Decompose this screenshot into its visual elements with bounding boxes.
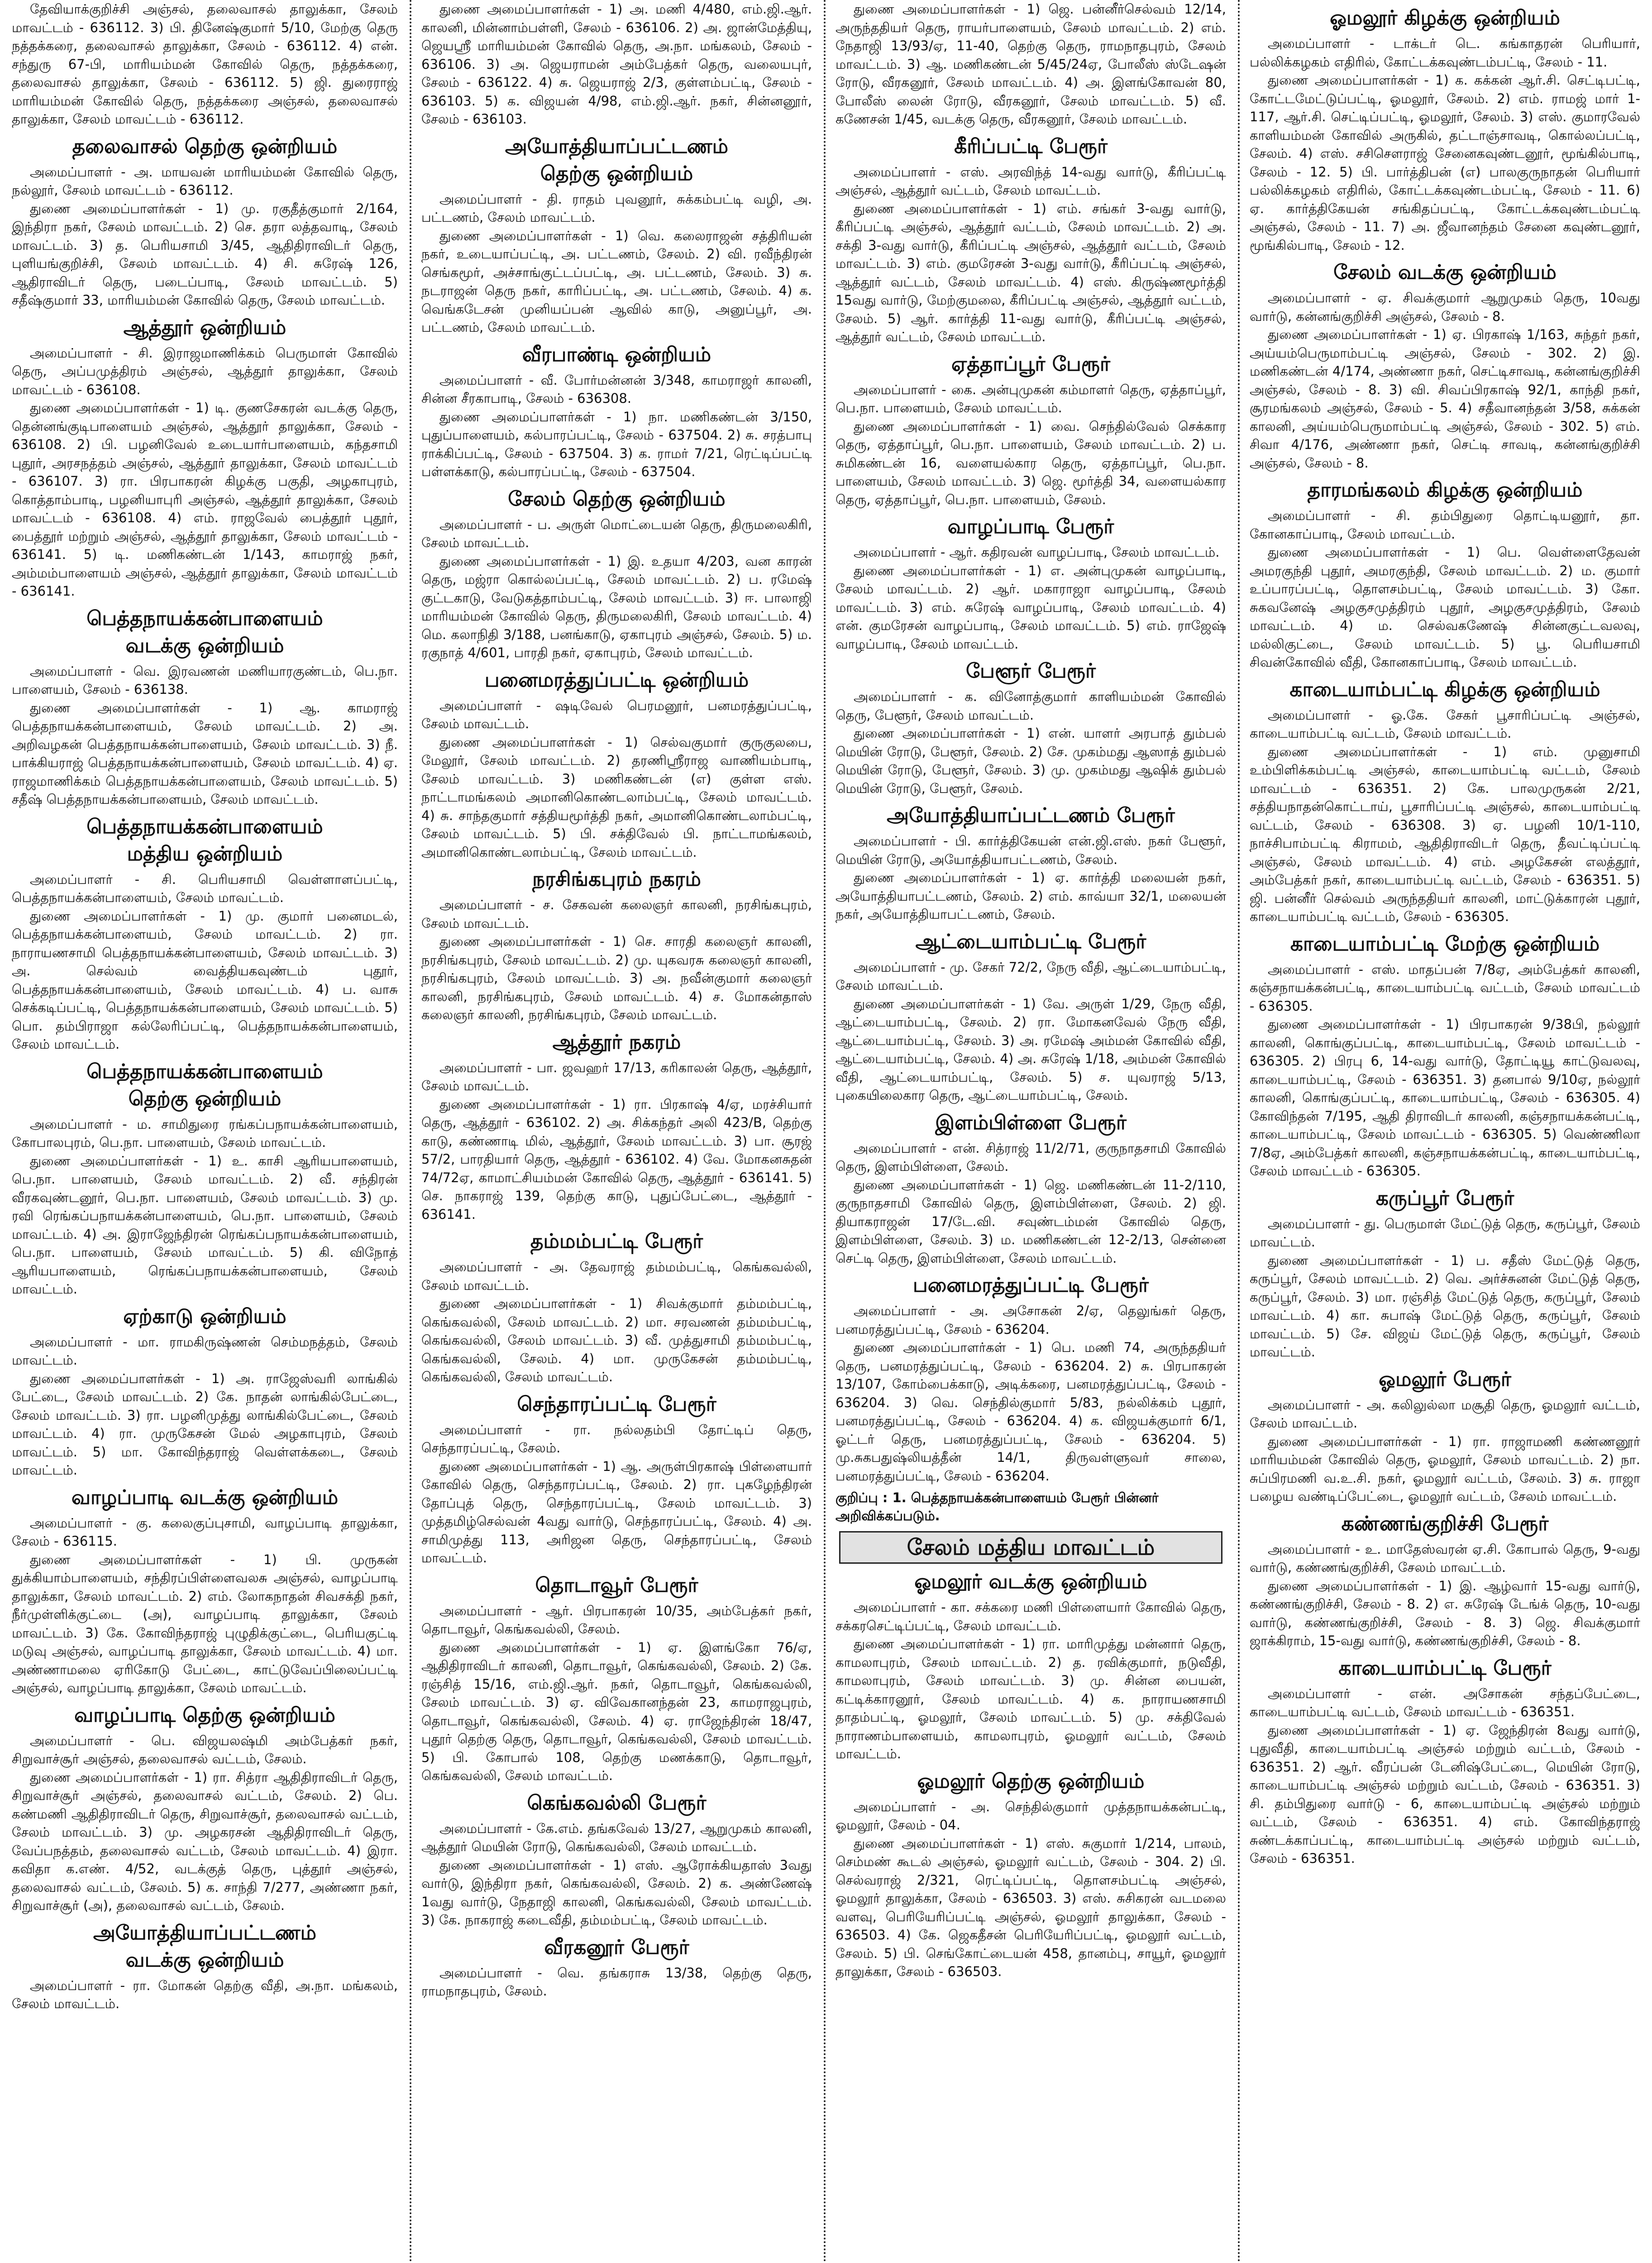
section	[12, 1919, 398, 2013]
section-heading	[12, 314, 398, 341]
entry-paragraph: துணை அமைப்பாளர்கள் - 1) இ. உதயா 4/203, வன காரன் தெரு, மஜ்ரா கொல்லப்பட்டி, சேலம் மாவட்டம். 2) ப. ரமேஷ் குட்டகாடு, வேடுகத்தாம்பட்டி, சேலம் மாவட்டம். 3) ஈ. பாலாஜி மாரியம்மன் கோவில் தெரு, திருமலைகிரி, சேலம் மாவட்டம். 4) மெ. கலாநிதி 3/188, பனங்காடு, ஏகாபுரம் அஞ்சல், சேலம். 5) ம. ரகுநாத் 4/601, பாரதி நகர், ஏகாபுரம், சேலம் மாவட்டம்.	[421, 553, 812, 660]
entry-paragraph: துணை அமைப்பாளர்கள் - 1) ஏ. இளங்கோ 76/ஏ, ஆதிதிராவிடர் காலனி, தொடாவூர், கெங்கவல்லி, சேலம். 2) கே. ரஞ்சித் 15/16, எம்.ஜி.ஆர். நகர், தொடாவூர், கெங்கவல்லி, சேலம் மாவட்டம். 3) ஏ. விவேகானந்தன் 23, காமராஜபுரம், தொடாவூர், கெங்கவல்லி, சேலம். 4) ஏ. ராஜேந்திரன் 18/47, புதூர் தெற்கு தெரு, தொடாவூர், கெங்கவல்லி, சேலம் மாவட்டம். 5) பி. கோபால் 108, தெற்கு மணக்காடு, தொடாவூர், கெங்கவல்லி, சேலம் மாவட்டம்.	[421, 1639, 812, 1783]
entry-paragraph: துணை அமைப்பாளர்கள் - 1) அ. ராஜேஸ்வரி லாங்கில் பேட்டை, சேலம் மாவட்டம். 2) கே. நாதன் லாங்கில்பேட்டை, சேலம் மாவட்டம். 3) ரா. பழனிமுத்து லாங்கில்பேட்டை, சேலம் மாவட்டம். 4) ரா. முருகேசன் மேல் அழகாபுரம், சேலம் மாவட்டம். 5) மா. கோவிந்தராஜ் வெள்ளக்கடை, சேலம் மாவட்டம்.	[12, 1370, 398, 1478]
section	[12, 314, 398, 601]
section-heading	[12, 1919, 398, 1974]
entry-paragraph: துணை அமைப்பாளர்கள் - 1) நா. மணிகண்டன் 3/150, புதுப்பாளையம், கல்பாரப்பட்டி, சேலம் - 637504. 2) சு. சரத்பாபு ராக்கிப்பட்டி, சேலம் - 637504. 3) க. ராமர் 7/21, ரெட்டிப்பட்டி பள்ளக்காடு, கல்பாரப்பட்டி, சேலம் - 637504.	[421, 409, 812, 479]
entry-paragraph: துணை அமைப்பாளர்கள் - 1) செல்வகுமார் குருகுலபை, மேலூர், சேலம் மாவட்டம். 2) தரணிஸ்ரீராஜ வாணியம்பாடி, சேலம் மாவட்டம். 3) மணிகண்டன் (எ) குள்ள எஸ். நாட்டாமங்கலம் அமானிகொண்டலாம்பட்டி, சேலம் மாவட்டம். 4) சு. சாந்தகுமார் சத்தியமூர்த்தி நகர், அமானிகொண்டலாம்பட்டி, சேலம் மாவட்டம். 5) பி. சக்திவேல் பி. நாட்டாமங்கலம், அமானிகொண்டலாம்பட்டி, சேலம் மாவட்டம்.	[421, 734, 812, 860]
heading-line: பேளூர் பேரூர்	[965, 659, 1096, 683]
heading-line: காடையாம்பட்டி பேரூர்	[1338, 1656, 1552, 1680]
entry-paragraph: துணை அமைப்பாளர்கள் - 1) ஜெ. பன்னீர்செல்வம் 12/14, அருந்ததியர் தெரு, ராயர்பாளையம், சேலம் மாவட்டம். 2) எம். நேதாஜி 13/93/ஏ, 11-40, தெற்கு தெரு, ராமநாதபுரம், சேலம் மாவட்டம். 3) ஆ. மணிகண்டன் 5/45/24ஏ, போலீஸ் ஸ்டேஷன் ரோடு, வீரகனூர், சேலம் மாவட்டம். 4) அ. இளங்கோவன் 80, போலீஸ் லைன் ரோடு, வீரகனூர், சேலம் மாவட்டம். 5) வீ. கணேசன் 1/45, வடக்கு தெரு, வீரகனூர், சேலம் மாவட்டம்.	[836, 1, 1226, 127]
section	[421, 667, 812, 862]
entry-paragraph: அமைப்பாளர் - அ. அசோகன் 2/ஏ, தெலுங்கர் தெரு, பனமரத்துப்பட்டி, சேலம் - 636204.	[836, 1303, 1226, 1337]
entry-paragraph: துணை அமைப்பாளர்கள் - 1) ஏ. பிரகாஷ் 1/163, சுந்தர் நகர், அய்யம்பெருமாம்பட்டி அஞ்சல், சேலம் - 302. 2) இ. மணிகண்டன் 4/174, அண்ணா நகர், செட்டிசாவடி, கன்னங்குறிச்சி அஞ்சல், சேலம் - 8. 3) வி. சிவப்பிரகாஷ் 92/1, காந்தி நகர், சூரமங்கலம் அஞ்சல், சேலம் - 5. 4) சதீவானந்தன் 3/58, சுக்கன் காலனி, அய்யம்பெருமாம்பட்டி அஞ்சல், சேலம் - 302. 5) எம். சிவா 4/176, அண்ணா நகர், செட்டி சாவடி, கன்னங்குறிச்சி அஞ்சல், சேலம் - 8.	[1250, 327, 1640, 471]
section-heading	[1250, 1185, 1640, 1212]
section-heading	[1250, 259, 1640, 286]
entry-paragraph: துணை அமைப்பாளர்கள் - 1) எம். சங்கர் 3-வது வார்டு, கீரிப்பட்டி அஞ்சல், ஆத்தூர் வட்டம், சேலம் மாவட்டம். 2) அ. சக்தி 3-வது வார்டு, கீரிப்பட்டி அஞ்சல், ஆத்தூர் வட்டம், சேலம் மாவட்டம். 3) எம். குமரேசன் 3-வது வார்டு, கீரிப்பட்டி அஞ்சல், ஆத்தூர் வட்டம், சேலம் மாவட்டம். 4) எஸ். கிருஷ்ணமூர்த்தி 15வது வார்டு, மேற்குமலை, கீரிப்பட்டி அஞ்சல், ஆத்தூர் வட்டம், சேலம். 5) ஆர். கார்த்தி 11-வது வார்டு, கீரிப்பட்டி அஞ்சல், ஆத்தூர் வட்டம், சேலம் மாவட்டம்.	[836, 201, 1226, 344]
heading-line: மத்திய ஒன்றியம்	[127, 842, 283, 865]
entry-paragraph: அமைப்பாளர் - அ. தேவராஜ் தம்மம்பட்டி, கெங்கவல்லி, சேலம் மாவட்டம்.	[421, 1259, 812, 1293]
entry-paragraph: அமைப்பாளர் - சி. பெரியசாமி வெள்ளாளப்பட்டி, பெத்தநாயக்கன்பாளையம், சேலம் மாவட்டம்.	[12, 871, 398, 905]
section	[836, 658, 1226, 797]
section-heading	[421, 1228, 812, 1255]
section-heading	[1250, 1366, 1640, 1393]
heading-line: ஏத்தாப்பூர் பேரூர்	[951, 352, 1111, 376]
heading-line: சேலம் வடக்கு ஒன்றியம்	[1333, 261, 1557, 284]
entry-paragraph: அமைப்பாளர் - ஏ. சிவக்குமார் ஆறுமுகம் தெரு, 10வது வார்டு, கன்னங்குறிச்சி அஞ்சல், சேலம் - 8.	[1250, 290, 1640, 324]
entry-paragraph: துணை அமைப்பாளர்கள் - 1) ஜெ. மணிகண்டன் 11-2/110, குருநாதசாமி கோவில் தெரு, இளம்பிள்ளை, சேலம். 2) ஜி. தியாகராஜன் 17/டே.வி. சவுண்டம்மன் கோவில் தெரு, இளம்பிள்ளை, சேலம். 3) ம. மணிகண்டன் 12-2/13, சென்னை செட்டி தெரு, இளம்பிள்ளை, சேலம் மாவட்டம்.	[836, 1177, 1226, 1266]
column-divider	[1238, 0, 1240, 2263]
heading-line: தாரமங்கலம் கிழக்கு ஒன்றியம்	[1307, 478, 1583, 501]
section-heading	[12, 1702, 398, 1729]
entry-paragraph: துணை அமைப்பாளர்கள் - 1) பெ. வெள்ளைதேவன் அமரகுந்தி புதூர், அமரகுந்தி, சேலம் மாவட்டம். 2) ம. குமார் உப்பாரப்பட்டி, தொளசம்பட்டி, சேலம் மாவட்டம். 3) கோ. சுகவனேஷ் அழகுசமுத்திரம் புதூர், அழகுசமுத்திரம், சேலம் மாவட்டம். 4) ம. செல்வகணேஷ் சின்னகுட்டவலவு, மல்லிகுட்டை, சேலம் மாவட்டம். 5) பூ. பெரியசாமி சிவன்கோவில் வீதி, கோனகாப்பாடி, சேலம் மாவட்டம்.	[1250, 544, 1640, 670]
section	[1250, 1366, 1640, 1506]
entry-paragraph: அமைப்பாளர் - வெ. தங்கராசு 13/38, தெற்கு தெரு, ராமநாதபுரம், சேலம்.	[421, 1965, 812, 1999]
heading-line: ஓமலூர் கிழக்கு ஒன்றியம்	[1330, 6, 1560, 29]
entry-paragraph: துணை அமைப்பாளர்கள் - 1) சிவக்குமார் தம்மம்பட்டி, கெங்கவல்லி, சேலம் மாவட்டம். 2) மா. சரவணன் தம்மம்பட்டி, கெங்கவல்லி, சேலம் மாவட்டம். 3) வீ. முத்துசாமி தம்மம்பட்டி, கெங்கவல்லி, சேலம். 4) மா. முருகேசன் தம்மம்பட்டி, கெங்கவல்லி, சேலம் மாவட்டம்.	[421, 1296, 812, 1385]
section	[1250, 1185, 1640, 1361]
section	[836, 0, 1226, 129]
heading-line: காடையாம்பட்டி கிழக்கு ஒன்றியம்	[1289, 678, 1600, 701]
section-heading	[836, 928, 1226, 955]
section-heading	[1250, 1655, 1640, 1682]
heading-line: அயோத்தியாப்பட்டணம் பேரூர்	[887, 804, 1175, 827]
section-heading	[12, 1303, 398, 1330]
section-heading	[836, 658, 1226, 685]
entry-paragraph: துணை அமைப்பாளர்கள் - 1) ரா. சித்ரா ஆதிதிராவிடர் தெரு, சிறுவாச்சூர் அஞ்சல், தலைவாசல் வட்டம், சேலம். 2) பெ. கண்மணி ஆதிதிராவிடர் தெரு, சிறுவாச்சூர், தலைவாசல் வட்டம், சேலம் மாவட்டம். 3) மு. அழகரசன் ஆதிதிராவிடர் தெரு, வேப்பநத்தம், தலைவாசல் வட்டம், சேலம் மாவட்டம். 4) இரா. கவிதா க.எண். 4/52, வடக்குத் தெரு, புத்தூர் அஞ்சல், தலைவாசல் வட்டம், சேலம். 5) க. சாந்தி 7/277, அண்ணா நகர், சிறுவாச்சூர் (அ), தலைவாசல் வட்டம், சேலம்.	[12, 1769, 398, 1913]
section	[421, 1934, 812, 2000]
section-heading	[421, 1934, 812, 1961]
section	[12, 1303, 398, 1480]
section	[836, 928, 1226, 1105]
heading-line: கெங்கவல்லி பேரூர்	[527, 1791, 707, 1814]
heading-line: ஆத்தூர் ஒன்றியம்	[123, 315, 286, 339]
section-heading	[836, 133, 1226, 160]
section	[836, 351, 1226, 509]
heading-line: ஆட்டையாம்பட்டி பேரூர்	[915, 930, 1146, 953]
section	[12, 1484, 398, 1697]
heading-line: வீரபாண்டி ஒன்றியம்	[522, 343, 711, 366]
section	[1250, 676, 1640, 926]
column-divider	[824, 0, 826, 2263]
heading-line: பெத்தநாயக்கன்பாளையம்	[86, 1060, 323, 1083]
entry-paragraph: அமைப்பாளர் - ஷடிவேல் பெரமனூர், பனமரத்துப்பட்டி, சேலம் மாவட்டம்.	[421, 697, 812, 731]
heading-line: தம்மம்பட்டி பேரூர்	[530, 1230, 703, 1253]
section	[421, 133, 812, 337]
heading-line: நரசிங்கபுரம் நகரம்	[532, 868, 701, 891]
section	[12, 813, 398, 1054]
entry-paragraph: அமைப்பாளர் - ரா. நல்லதம்பி தோட்டிப் தெரு, செந்தாரப்பட்டி, சேலம்.	[421, 1422, 812, 1456]
section-heading	[836, 513, 1226, 540]
heading-line: கீரிப்பட்டி பேரூர்	[954, 134, 1108, 158]
heading-line: வாழப்பாடி தெற்கு ஒன்றியம்	[74, 1703, 335, 1727]
entry-paragraph: அமைப்பாளர் - கே.எம். தங்கவேல் 13/27, ஆறுமுகம் காலனி, ஆத்தூர் மெயின் ரோடு, கெங்கவல்லி, சேலம் மாவட்டம்.	[421, 1820, 812, 1854]
section-heading	[836, 351, 1226, 378]
section-heading	[1250, 1510, 1640, 1537]
section-heading	[421, 486, 812, 513]
heading-line: அயோத்தியாப்பட்டணம்	[505, 134, 729, 158]
entry-paragraph: துணை அமைப்பாளர்கள் - 1) எஸ். சுகுமார் 1/214, பாலம், செம்மண் கூடல் அஞ்சல், ஓமலூர் வட்டம், சேலம் - 304. 2) பி. செல்வராஜ் 2/321, ரெட்டிப்பட்டி, தொளசம்பட்டி அஞ்சல், ஓமலூர் தாலுக்கா, சேலம் - 636503. 3) எஸ். சுசிகரன் வடமலை வளவு, பெரியேரிப்பட்டி அஞ்சல், ஓமலூர் தாலுக்கா, சேலம் - 636503. 4) கே. ஜெகதீசன் பெரியேரிப்பட்டி, ஓமலூர் வட்டம், சேலம். 5) பி. செங்கோட்டையன் 458, தானம்பு, சாயூர், ஓமலூர் தாலுக்கா, சேலம் - 636503.	[836, 1835, 1226, 1979]
entry-paragraph: துணை அமைப்பாளர்கள் - 1) ஏ. கார்த்தி மலையன் நகர், அயோத்தியாபட்டணம், சேலம். 2) எம். காவ்யா 32/1, மலையன் நகர், அயோத்தியாபட்டணம், சேலம்.	[836, 870, 1226, 922]
entry-paragraph: அமைப்பாளர் - க. வினோத்குமார் காளியம்மன் கோவில் தெரு, பேளூர், சேலம் மாவட்டம்.	[836, 689, 1226, 723]
entry-paragraph: துணை அமைப்பாளர்கள் - 1) பி. முருகன் துக்கியாம்பாளையம், சந்திரப்பிள்ளைவலசு அஞ்சல், வாழப்பாடி தாலுக்கா, சேலம் மாவட்டம். 2) எம். லோகநாதன் சிவசக்தி நகர், நீர்முள்ளிக்குட்டை (அ), வாழப்பாடி தாலுக்கா, சேலம் மாவட்டம். 3) கே. கோவிந்தராஜ் புழுதிக்குட்டை, பெரியகுட்டி மடுவு அஞ்சல், வாழப்பாடி தாலுக்கா, சேலம் மாவட்டம். 4) மா. அண்ணாமலை ஏரிகோடு பேட்டை, காட்டுவேப்பிலைப்பட்டி அஞ்சல், வாழப்பாடி தாலுக்கா, சேலம் மாவட்டம்.	[12, 1552, 398, 1695]
entry-paragraph: துணை அமைப்பாளர்கள் - 1) வே. அருள் 1/29, நேரு வீதி, ஆட்டையாம்பட்டி, சேலம். 2) ரா. மோகனவேல் நேரு வீதி, ஆட்டையாம்பட்டி, சேலம். 3) அ. ரமேஷ் அம்மன் கோவில் வீதி, ஆட்டையாம்பட்டி, சேலம். 4) அ. சுரேஷ் 1/18, அம்மன் கோவில் வீதி, ஆட்டையாம்பட்டி, சேலம். 5) ச. யுவராஜ் 5/13, புகையிலைகார தெரு, ஆட்டையாம்பட்டி, சேலம்.	[836, 996, 1226, 1103]
section	[421, 1572, 812, 1785]
entry-paragraph: அமைப்பாளர் - பா. ஜவஹர் 17/13, கரிகாலன் தெரு, ஆத்தூர், சேலம் மாவட்டம்.	[421, 1060, 812, 1093]
entry-paragraph: அமைப்பாளர் - அ. கலிலுல்லா மசூதி தெரு, ஓமலூர் வட்டம், சேலம் மாவட்டம்.	[1250, 1397, 1640, 1431]
entry-paragraph: துணை அமைப்பாளர்கள் - 1) எ. அன்புமுகன் வாழப்பாடி, சேலம் மாவட்டம். 2) ஆர். மகாராஜா வாழப்பாடி, சேலம் மாவட்டம். 3) எம். சுரேஷ் வாழப்பாடி, சேலம் மாவட்டம். 4) என். குமரேசன் வாழப்பாடி, சேலம் மாவட்டம். 5) எம். ராஜேஷ் வாழப்பாடி, சேலம் மாவட்டம்.	[836, 563, 1226, 652]
section	[12, 0, 398, 129]
heading-line: கருப்பூர் பேரூர்	[1375, 1186, 1514, 1210]
section-heading	[12, 813, 398, 868]
entry-paragraph: அமைப்பாளர் - டாக்டர் டெ. கங்காதரன் பெரியார், பல்லிக்கழகம் எதிரில், கோட்டக்கவுண்டம்பட்டி, சேலம் - 11.	[1250, 36, 1640, 70]
section	[1250, 1510, 1640, 1650]
section-heading	[421, 1391, 812, 1418]
section-heading	[1250, 477, 1640, 504]
heading-line: பெத்தநாயக்கன்பாளையம்	[86, 815, 323, 838]
section-heading	[836, 802, 1226, 829]
section	[1250, 5, 1640, 254]
entry-paragraph: துணை அமைப்பாளர்கள் - 1) ஏ. ஜேந்திரன் 8வது வார்டு, புதுவீதி, காடையாம்பட்டி அஞ்சல் மற்றும் வட்டம், சேலம் - 636351. 2) ஆர். வீரப்பன் டேனிஷ்பேட்டை, மெயின் ரோடு, காடையாம்பட்டி அஞ்சல் மற்றும் வட்டம், சேலம் - 636351. 3) சி. தம்பிதுரை வார்டு - 6, காடையாம்பட்டி அஞ்சல் மற்றும் வட்டம், சேலம் - 636351. 4) எம். கோவிந்தராஜ் சுண்டக்காப்பட்டி, காடையாம்பட்டி அஞ்சல் மற்றும் வட்டம், சேலம் - 636351.	[1250, 1722, 1640, 1866]
entry-paragraph: துணை அமைப்பாளர்கள் - 1) வை. செந்தில்வேல் செக்கார தெரு, ஏத்தாப்பூர், பெ.நா. பாளையம், சேலம் மாவட்டம். 2) ப. சுமிகண்டன் 16, வளையல்கார தெரு, ஏத்தாப்பூர், பெ.நா. பாளையம், சேலம் மாவட்டம். 3) ஜெ. மூர்த்தி 34, வளையல்கார தெரு, ஏத்தாப்பூர், பெ.நா. பாளையம், சேலம்.	[836, 418, 1226, 507]
entry-paragraph: துணை அமைப்பாளர்கள் - 1) ரா. மாரிமுத்து மன்னார் தெரு, காமலாபுரம், சேலம் மாவட்டம். 2) த. ரவிக்குமார், நடுவீதி, காமலாபுரம், சேலம் மாவட்டம். 3) மு. சின்ன பையன், கட்டிக்காரனூர், சேலம் மாவட்டம். 4) க. நாராயணசாமி தாதம்பட்டி, ஓமலூர், சேலம் மாவட்டம். 5) மு. சக்திவேல் நாராணம்பாளையம், காமலாபுரம், ஓமலூர் வட்டம், சேலம் மாவட்டம்.	[836, 1636, 1226, 1762]
section-heading	[421, 866, 812, 893]
entry-paragraph: அமைப்பாளர் - வீ. போர்மன்னன் 3/348, காமராஜர் காலனி, சின்ன சீரகாபாடி, சேலம் - 636308.	[421, 372, 812, 406]
entry-paragraph: துணை அமைப்பாளர்கள் - 1) இ. ஆழ்வார் 15-வது வார்டு, கண்ணங்குறிச்சி, சேலம் - 8. 2) எ. சுரேஷ் டேங்க் தெரு, 10-வது வார்டு, கண்ணங்குறிச்சி, சேலம் - 8. 3) ஜெ. சிவக்குமார் ஜாக்கிராம், 15-வது வார்டு, கண்ணங்குறிச்சி, சேலம் - 8.	[1250, 1578, 1640, 1648]
section-heading	[836, 1109, 1226, 1136]
column-1	[0, 0, 410, 2263]
section	[421, 341, 812, 481]
entry-paragraph: அமைப்பாளர் - கை. அன்புமுகன் கம்மாளர் தெரு, ஏத்தாப்பூர், பெ.நா. பாளையம், சேலம் மாவட்டம்.	[836, 382, 1226, 415]
entry-paragraph: அமைப்பாளர் - எஸ். மாதப்பன் 7/8ஏ, அம்பேத்கர் காலனி, கஞ்சநாயக்கன்பட்டி, காடையாம்பட்டி வட்டம், சேலம் மாவட்டம் - 636305.	[1250, 961, 1640, 1014]
section	[836, 1272, 1226, 1485]
entry-paragraph: துணை அமைப்பாளர்கள் - 1) பெ. மணி 74, அருந்ததியர் தெரு, பனமரத்துப்பட்டி, சேலம் - 636204. 2) சு. பிரபாகரன் 13/107, கோம்பைக்காடு, அடிக்கரை, பனமரத்துப்பட்டி, சேலம் - 636204. 3) வெ. செந்தில்குமார் 5/83, நல்லிக்கம் புதூர், பனமரத்துப்பட்டி, சேலம் - 636204. 4) க. விஜயக்குமார் 6/1, ஓட்டர் தெரு, பனமரத்துப்பட்டி, சேலம் - 636204. 5) மு.சுகபதுஷ்லியத்தீன் 14/1, திருவள்ளுவர் சாலை, பனமரத்துப்பட்டி, சேலம் - 636204.	[836, 1340, 1226, 1484]
section	[836, 513, 1226, 653]
entry-paragraph: துணை அமைப்பாளர்கள் - 1) ரா. ராஜாமணி கண்ணனூர் மாரியம்மன் கோவில் தெரு, ஓமலூர், சேலம் மாவட்டம். 2) நா. சுப்பிரமணி வ.உ.சி. நகர், ஓமலூர் வட்டம், சேலம். 3) சு. ராஜா பழைய வண்டிப்பேட்டை, ஓமலூர் வட்டம், சேலம் மாவட்டம்.	[1250, 1433, 1640, 1504]
section-heading	[421, 1572, 812, 1599]
entry-paragraph: அமைப்பாளர் - கு. கலைகுப்புசாமி, வாழப்பாடி தாலுக்கா, சேலம் - 636115.	[12, 1515, 398, 1549]
section	[421, 1029, 812, 1224]
entry-paragraph: தேவியாக்குறிச்சி அஞ்சல், தலைவாசல் தாலுக்கா, சேலம் மாவட்டம் - 636112. 3) பி. தினேஷ்குமார் 5/10, மேற்கு தெரு நத்தக்கரை, தலைவாசல் தாலுக்கா, சேலம் - 636112. 4) என். சந்துரு 67-பி, மாரியம்மன் கோவில் தெரு, நத்தக்கரை, தலைவாசல் தாலுக்கா, சேலம் - 636112. 5) ஜி. துரைராஜ் மாரியம்மன் கோவில் தெரு, நத்தக்கரை அஞ்சல், தலைவாசல் தாலுக்கா, சேலம் மாவட்டம் - 636112.	[12, 1, 398, 127]
entry-paragraph: அமைப்பாளர் - து. பெருமாள் மேட்டுத் தெரு, கருப்பூர், சேலம் மாவட்டம்.	[1250, 1216, 1640, 1250]
entry-paragraph: துணை அமைப்பாளர்கள் - 1) என். யாளர் அரபாத் தும்பல் மெயின் ரோடு, பேளூர், சேலம். 2) சே. முகம்மது ஆஸாத் தும்பல் மெயின் ரோடு, பேளூர், சேலம். 3) மு. முகம்மது ஆஷிக் தும்பல் மெயின் ரோடு, பேளூர், சேலம்.	[836, 726, 1226, 796]
section-heading	[12, 133, 398, 160]
section-heading	[836, 1768, 1226, 1795]
district-heading: சேலம் மத்திய மாவட்டம்	[839, 1531, 1222, 1564]
entry-paragraph: துணை அமைப்பாளர்கள் - 1) மு. குமார் பனைமடல், பெத்தநாயக்கன்பாளையம், சேலம் மாவட்டம். 2) ரா. நாராயணசாமி பெத்தநாயக்கன்பாளையம், சேலம் மாவட்டம். 3) அ. செல்வம் வைத்தியகவுண்டம் புதூர், பெத்தநாயக்கன்பாளையம், சேலம் மாவட்டம். 4) ப. வாசு செக்கடிப்பட்டி, பெத்தநாயக்கன்பாளையம், சேலம் மாவட்டம். 5) பொ. தம்பிராஜா கல்லேரிப்பட்டி, பெத்தநாயக்கன்பாளையம், சேலம் மாவட்டம்.	[12, 908, 398, 1052]
heading-line: ஓமலூர் பேரூர்	[1379, 1367, 1511, 1391]
heading-line: வடக்கு ஒன்றியம்	[125, 634, 284, 657]
heading-line: இளம்பிள்ளை பேரூர்	[935, 1111, 1127, 1134]
entry-paragraph: துணை அமைப்பாளர்கள் - 1) ரா. பிரகாஷ் 4/ஏ, மரச்சியார் தெரு, ஆத்தூர் - 636102. 2) அ. சிக்கந்தர் அலி 423/B, தெற்கு காடு, கண்ணாடி மில், ஆத்தூர், சேலம் மாவட்டம். 3) பா. சூரஜ் 57/2, பாரதியார் தெரு, ஆத்தூர் - 636102. 4) வே. மோகனசுதன் 74/72ஏ, காமாட்சியம்மன் கோவில் தெரு, ஆத்தூர் - 636141. 5) செ. நாகராஜ் 139, தெற்கு காடு, புதுப்பேட்டை, ஆத்தூர் - 636141.	[421, 1096, 812, 1222]
section-heading	[836, 1272, 1226, 1299]
section	[836, 1768, 1226, 1981]
entry-paragraph: அமைப்பாளர் - ஓ.கே. சேகர் பூசாரிப்பட்டி அஞ்சல், காடையாம்பட்டி வட்டம், சேலம் மாவட்டம்.	[1250, 707, 1640, 741]
entry-paragraph: அமைப்பாளர் - ப. அருள் மொட்டையன் தெரு, திருமலைகிரி, சேலம் மாவட்டம்.	[421, 516, 812, 550]
heading-line: ஓமலூர் வடக்கு ஒன்றியம்	[914, 1570, 1147, 1593]
section	[1250, 259, 1640, 472]
section	[836, 1531, 1226, 1564]
entry-paragraph: துணை அமைப்பாளர்கள் - 1) எம். முனுசாமி உம்பிளிக்கம்பட்டி அஞ்சல், காடையாம்பட்டி வட்டம், சேலம் மாவட்டம் - 636351. 2) கே. பாலமுருகன் 2/21, சத்தியநாதன்கொட்டாய், பூசாரிப்பட்டி அஞ்சல், காடையாம்பட்டி வட்டம், சேலம் - 636308. 3) ஏ. பழனி 10/1-110, நாச்சிபாம்பட்டி கிராமம், ஆதிதிராவிடர் தெரு, தீவட்டிப்பட்டி அஞ்சல், சேலம் மாவட்டம். 4) எம். அழகேசன் எலத்தூர், அம்பேத்கர் நகர், காடையாம்பட்டி வட்டம், சேலம் - 636351. 5) ஜி. பன்னீர் செல்வம் அருந்ததியர் காலனி, மாட்டுக்காரன் புதூர், காடையாம்பட்டி வட்டம், சேலம் - 636305.	[1250, 744, 1640, 924]
section	[836, 802, 1226, 924]
entry-paragraph: அமைப்பாளர் - ம. சாமிதுரை ரங்கப்பநாயக்கன்பாளையம், கோபாலபுரம், பெ.நா. பாளையம், சேலம் மாவட்டம்.	[12, 1116, 398, 1150]
entry-paragraph: அமைப்பாளர் - எஸ். அரவிந்த் 14-வது வார்டு, கீரிப்பட்டி அஞ்சல், ஆத்தூர் வட்டம், சேலம் மாவட்டம்.	[836, 164, 1226, 198]
heading-line: வீரகனூர் பேரூர்	[544, 1935, 689, 1959]
entry-paragraph: அமைப்பாளர் - வெ. இரவணன் மணியாரகுண்டம், பெ.நா. பாளையம், சேலம் - 636138.	[12, 663, 398, 697]
entry-paragraph: அமைப்பாளர் - அ. செந்தில்குமார் முத்தநாயக்கன்பட்டி, ஓமலூர், சேலம் - 04.	[836, 1799, 1226, 1833]
section	[836, 133, 1226, 346]
section	[421, 866, 812, 1024]
section	[1250, 1655, 1640, 1868]
entry-paragraph: அமைப்பாளர் - பெ. விஜயலஷ்மி அம்பேத்கர் நகர், சிறுவாச்சூர் அஞ்சல், தலைவாசல் வட்டம், சேலம்.	[12, 1733, 398, 1766]
heading-line: தலைவாசல் தெற்கு ஒன்றியம்	[72, 134, 338, 158]
column-2	[410, 0, 824, 2263]
entry-paragraph: அமைப்பாளர் - கா. சக்கரை மணி பிள்ளையார் கோவில் தெரு, சக்கரசெட்டிப்பட்டி, சேலம் மாவட்டம்.	[836, 1599, 1226, 1633]
heading-line: ஏற்காடு ஒன்றியம்	[123, 1304, 286, 1328]
heading-line: கண்ணங்குறிச்சி பேரூர்	[1341, 1512, 1549, 1535]
section	[836, 1109, 1226, 1268]
heading-line: பனைமரத்துப்பட்டி ஒன்றியம்	[484, 668, 749, 692]
entry-paragraph: துணை அமைப்பாளர்கள் - 1) பிரபாகரன் 9/38பி, நல்லூர் காலனி, கொங்குப்பட்டி, காடையாம்பட்டி, சேலம் மாவட்டம் - 636305. 2) பிரபு 6, 14-வது வார்டு, தோட்டியூ காட்டுவலவு, காடையாம்பட்டி, சேலம் - 636351. 3) தனபால் 9/10ஏ, நல்லூர் காலனி, கொங்குப்பட்டி, காடையாம்பட்டி, சேலம் - 636305. 4) கோவிந்தன் 7/195, ஆதி திராவிடர் காலனி, கஞ்சநாயக்கன்பட்டி, காடையாம்பட்டி, சேலம் மாவட்டம் - 636305. 5) வெண்ணிலா 7/8ஏ, அம்பேத்கர் காலனி, கஞ்சநாயக்கன்பட்டி, காடையாம்பட்டி, சேலம் மாவட்டம் - 636305.	[1250, 1017, 1640, 1179]
section-heading	[421, 341, 812, 368]
heading-line: வாழப்பாடி பேரூர்	[947, 515, 1114, 538]
section-heading	[421, 133, 812, 187]
entry-paragraph: அமைப்பாளர் - சி. தம்பிதுரை தொட்டியனூர், தா. கோனகாப்பாடி, சேலம் மாவட்டம்.	[1250, 508, 1640, 542]
section-heading	[12, 605, 398, 659]
entry-paragraph: துணை அமைப்பாளர்கள் - 1) டி. குணசேகரன் வடக்கு தெரு, தென்னங்குடிபாளையம் அஞ்சல், ஆத்தூர் தாலுக்கா, சேலம் - 636108. 2) பி. பழனிவேல் உடையார்பாளையம், கந்தசாமி புதூர், அரசநத்தம் அஞ்சல், ஆத்தூர் தாலுக்கா, சேலம் மாவட்டம் - 636107. 3) ரா. பிரபாகரன் கிழக்கு பகுதி, அழகாபுரம், கொத்தாம்பாடி, பழனியாபுரி அஞ்சல், ஆத்தூர் தாலுக்கா, சேலம் மாவட்டம் - 636108. 4) எம். ராஜவேல் பைத்தூர் புதூர், பைத்தூர் மற்றும் அஞ்சல், ஆத்தூர் தாலுக்கா, சேலம் மாவட்டம் - 636141. 5) டி. மணிகண்டன் 1/143, காமராஜ் நகர், அம்மம்பாளையம் அஞ்சல், ஆத்தூர் தாலுக்கா, சேலம் மாவட்டம் - 636141.	[12, 400, 398, 599]
section	[12, 1058, 398, 1299]
section	[421, 1228, 812, 1386]
section-heading	[1250, 676, 1640, 703]
heading-line: வாழப்பாடி வடக்கு ஒன்றியம்	[71, 1485, 339, 1509]
heading-line: தொடாவூர் பேரூர்	[535, 1573, 698, 1597]
heading-line: செந்தாரப்பட்டி பேரூர்	[517, 1392, 716, 1416]
section-heading	[421, 1029, 812, 1056]
entry-paragraph: துணை அமைப்பாளர்கள் - 1) ஆ. அருள்பிரகாஷ் பிள்ளையார் கோவில் தெரு, செந்தாரப்பட்டி, சேலம். 2) ரா. புகழேந்திரன் தோப்புத் தெரு, செந்தாரப்பட்டி, சேலம் மாவட்டம். 3) முத்தமிழ்செல்வன் 4வது வார்டு, செந்தாரப்பட்டி, சேலம். 4) அ. சாமிமுத்து 113, அரிஜன தெரு, செந்தாரப்பட்டி, சேலம் மாவட்டம்.	[421, 1458, 812, 1566]
column-4	[1238, 0, 1652, 2263]
entry-paragraph: அமைப்பாளர் - மு. சேகர் 72/2, நேரு வீதி, ஆட்டையாம்பட்டி, சேலம் மாவட்டம்.	[836, 959, 1226, 993]
entry-paragraph: அமைப்பாளர் - என். அசோகன் சந்தப்பேட்டை, காடையாம்பட்டி வட்டம், சேலம் மாவட்டம் - 636351.	[1250, 1685, 1640, 1719]
entry-paragraph: துணை அமைப்பாளர்கள் - 1) மு. ரகுதீத்குமார் 2/164, இந்திரா நகர், சேலம் மாவட்டம். 2) செ. தரா லத்தவாடி, சேலம் மாவட்டம். 3) த. பெரியசாமி 3/45, ஆதிதிராவிடர் தெரு, புளியங்குறிச்சி, சேலம் மாவட்டம். 4) சி. சுரேஷ் 126, ஆதிராவிடர் தெரு, படைப்பாடி, சேலம் மாவட்டம். 5) சதீஷ்குமார் 33, மாரியம்மன் கோவில் தெரு, சேலம் மாவட்டம்.	[12, 201, 398, 308]
section-heading	[421, 667, 812, 694]
entry-paragraph: துணை அமைப்பாளர்கள் - 1) உ. காசி ஆரியபாளையம், பெ.நா. பாளையம், சேலம் மாவட்டம். 2) வீ. சந்திரன் வீரகவுண்டனூர், பெ.நா. பாளையம், சேலம் மாவட்டம். 3) மு. ரவி ரெங்கப்பநாயக்கன்பாளையம், பெ.நா. பாளையம், சேலம் மாவட்டம். 4) அ. இராஜேந்திரன் ரெங்கப்பநாயக்கன்பாளையம், பெ.நா. பாளையம், சேலம் மாவட்டம். 5) கி. விநோத் ஆரியபாளையம், ரெங்கப்பநாயக்கன்பாளையம், சேலம் மாவட்டம்.	[12, 1153, 398, 1297]
section-heading	[12, 1484, 398, 1511]
section	[1250, 931, 1640, 1180]
entry-paragraph: அமைப்பாளர் - ரா. மோகன் தெற்கு வீதி, அ.நா. மங்கலம், சேலம் மாவட்டம்.	[12, 1977, 398, 2011]
section	[421, 486, 812, 662]
section	[421, 0, 812, 129]
entry-paragraph: அமைப்பாளர் - பி. கார்த்திகேயன் என்.ஜி.எஸ். நகர் பேளூர், மெயின் ரோடு, அயோத்தியாபட்டணம், சேலம்.	[836, 833, 1226, 867]
section	[12, 605, 398, 809]
heading-line: பெத்தநாயக்கன்பாளையம்	[86, 606, 323, 630]
entry-paragraph: அமைப்பாளர் - மா. ராமகிருஷ்ணன் செம்மநத்தம், சேலம் மாவட்டம்.	[12, 1334, 398, 1368]
entry-paragraph: அமைப்பாளர் - ச. சேகவன் கலைஞர் காலனி, நரசிங்கபுரம், சேலம் மாவட்டம்.	[421, 897, 812, 931]
section	[836, 1489, 1226, 1525]
column-divider	[410, 0, 411, 2263]
heading-line: அயோத்தியாப்பட்டணம்	[93, 1921, 317, 1944]
heading-line: ஆத்தூர் நகரம்	[552, 1030, 681, 1054]
section	[421, 1391, 812, 1567]
entry-paragraph: அமைப்பாளர் - உ. மாதேஸ்வரன் ஏ.சி. கோபால் தெரு, 9-வது வார்டு, கண்ணங்குறிச்சி, சேலம் மாவட்டம்.	[1250, 1541, 1640, 1575]
section	[836, 1568, 1226, 1763]
entry-paragraph: அமைப்பாளர் - சி. இராஜமாணிக்கம் பெருமாள் கோவில் தெரு, அப்பமுத்திரம் அஞ்சல், ஆத்தூர் தாலுக்கா, சேலம் மாவட்டம் - 636108.	[12, 345, 398, 397]
section-heading	[1250, 5, 1640, 32]
heading-line: தெற்கு ஒன்றியம்	[128, 1087, 282, 1110]
heading-line: காடையாம்பட்டி மேற்கு ஒன்றியம்	[1290, 932, 1600, 955]
section	[12, 133, 398, 310]
section-heading	[1250, 931, 1640, 958]
entry-paragraph: துணை அமைப்பாளர்கள் - 1) செ. சாரதி கலைஞர் காலனி, நரசிங்கபுரம், சேலம் மாவட்டம். 2) மு. யுகவரசு கலைஞர் காலனி, நரசிங்கபுரம், சேலம் மாவட்டம். 3) அ. நவீன்குமார் கலைஞர் காலனி, நரசிங்கபுரம், சேலம் மாவட்டம். 4) ச. மோகன்தாஸ் கலைஞர் காலனி, நரசிங்கபுரம், சேலம் மாவட்டம்.	[421, 934, 812, 1022]
entry-paragraph: அமைப்பாளர் - ஆர். பிரபாகரன் 10/35, அம்பேத்கர் நகர், தொடாவூர், கெங்கவல்லி, சேலம்.	[421, 1603, 812, 1637]
entry-paragraph: துணை அமைப்பாளர்கள் - 1) ஆ. காமராஜ் பெத்தநாயக்கன்பாளையம், சேலம் மாவட்டம். 2) அ. அறிவழகன் பெத்தநாயக்கன்பாளையம், சேலம் மாவட்டம். 3) நீ. பாக்கியராஜ் பெத்தநாயக்கன்பாளையம், சேலம் மாவட்டம். 4) ஏ. ராஜமாணிக்கம் பெத்தநாயக்கன்பாளையம், சேலம் மாவட்டம். 5) சதீஷ் பெத்தநாயக்கன்பாளையம், சேலம் மாவட்டம்.	[12, 700, 398, 807]
entry-paragraph: அமைப்பாளர் - என். சித்ராஜ் 11/2/71, குருநாதசாமி கோவில் தெரு, இளம்பிள்ளை, சேலம்.	[836, 1140, 1226, 1174]
entry-paragraph: அமைப்பாளர் - ஆர். கதிரவன் வாழப்பாடி, சேலம் மாவட்டம்.	[854, 544, 1220, 560]
section	[421, 1790, 812, 1929]
heading-line: வடக்கு ஒன்றியம்	[125, 1948, 284, 1972]
entry-paragraph: துணை அமைப்பாளர்கள் - 1) ப. சதீஸ் மேட்டுத் தெரு, கருப்பூர், சேலம் மாவட்டம். 2) வெ. அர்ச்சுனன் மேட்டுத் தெரு, கருப்பூர், சேலம். 3) மா. ரஞ்சித் மேட்டுத் தெரு, கருப்பூர், சேலம் மாவட்டம். 4) கா. சுபாஷ் மேட்டுத் தெரு, கருப்பூர், சேலம் மாவட்டம். 5) சே. விஜய் மேட்டுத் தெரு, கருப்பூர், சேலம் மாவட்டம்.	[1250, 1252, 1640, 1360]
section	[12, 1702, 398, 1915]
entry-paragraph: அமைப்பாளர் - தி. ராதம் புவனூர், சுக்கம்பட்டி வழி, அ. பட்டணம், சேலம் மாவட்டம்.	[421, 191, 812, 225]
heading-line: தெற்கு ஒன்றியம்	[540, 162, 693, 185]
column-3	[824, 0, 1238, 2263]
section-heading	[421, 1790, 812, 1817]
heading-line: பனைமரத்துப்பட்டி பேரூர்	[912, 1274, 1149, 1297]
entry-paragraph: துணை அமைப்பாளர்கள் - 1) க. கக்கன் ஆர்.சி. செட்டிபட்டி, கோட்டமேட்டுப்பட்டி, ஓமலூர், சேலம். 2) எம். ராமஜ் மார் 1-117, ஆர்.சி. செட்டிப்பட்டி, ஓமலூர், சேலம். 3) எஸ். குமாரவேல் காளியம்மன் கோவில் அருகில், தட்டாஞ்சாவடி, கொல்லப்பட்டி, சேலம். 4) எஸ். சசிசெளராஜ் சேனைகவுண்டனூர், மூங்கில்பாடி, சேலம் - 12. 5) பி. பார்த்திபன் (எ) பாலகுருநாதன் பெரியார் பல்லிக்கழகம் எதிரில், கோட்டக்கவுண்டம்பட்டி, சேலம் - 11. 6) ஏ. கார்த்திகேயன் சங்கிதப்பட்டி, கோட்டக்கவுண்டம்பட்டி அஞ்சல், சேலம் - 11. 7) அ. ஜீவானந்தம் சேனை கவுண்டனூர், மூங்கில்பாடி, சேலம் - 12.	[1250, 72, 1640, 253]
entry-paragraph: துணை அமைப்பாளர்கள் - 1) எஸ். ஆரோக்கியதாஸ் 3வது வார்டு, இந்திரா நகர், கெங்கவல்லி, சேலம். 2) க. அண்ணேஷ் 1வது வார்டு, நேதாஜி காலனி, கெங்கவல்லி, சேலம் மாவட்டம். 3) கே. நாகராஜ் கடைவீதி, தம்மம்பட்டி, சேலம் மாவட்டம்.	[421, 1857, 812, 1928]
heading-line: ஓமலூர் தெற்கு ஒன்றியம்	[917, 1769, 1145, 1793]
note: குறிப்பு : 1. பெத்தநாயக்கன்பாளையம் பேரூர் பின்னர் அறிவிக்கப்படும்.	[836, 1490, 1159, 1523]
heading-line: சேலம் தெற்கு ஒன்றியம்	[508, 487, 726, 511]
entry-paragraph: துணை அமைப்பாளர்கள் - 1) அ. மணி 4/480, எம்.ஜி.ஆர். காலனி, மின்னாம்பள்ளி, சேலம் - 636106. 2) அ. ஜான்மேத்தியு, ஜெயஸ்ரீ மாரியம்மன் கோவில் தெரு, அ.நா. மங்கலம், சேலம் - 636106. 3) அ. ஜெயராமன் அம்பேத்கர் தெரு, வலையபுர், சேலம் - 636122. 4) சு. ஜெயராஜ் 2/3, குள்ளம்பட்டி, சேலம் - 636103. 5) க. விஜயன் 4/98, எம்.ஜி.ஆர். நகர், சின்னனூர், சேலம் - 636103.	[421, 1, 812, 127]
entry-paragraph: அமைப்பாளர் - அ. மாயவன் மாரியம்மன் கோவில் தெரு, நல்லூர், சேலம் மாவட்டம் - 636112.	[12, 164, 398, 198]
entry-paragraph: துணை அமைப்பாளர்கள் - 1) வெ. கலைராஜன் சத்திரியன் நகர், உடையாப்பட்டி, அ. பட்டணம், சேலம். 2) வி. ரவீந்திரன் செங்கமூர், அச்சாங்குட்டப்பட்டி, அ. பட்டணம், சேலம். 3) சு. நடராஜன் தெரு நகர், காரிப்பட்டி, அ. பட்டணம், சேலம். 4) க. வெங்கடேசன் முனியப்பன் ஆவில் காடு, அனுப்பூர், அ. பட்டணம், சேலம் மாவட்டம்.	[421, 228, 812, 335]
section	[1250, 477, 1640, 672]
section-heading	[12, 1058, 398, 1112]
section-heading	[836, 1568, 1226, 1595]
